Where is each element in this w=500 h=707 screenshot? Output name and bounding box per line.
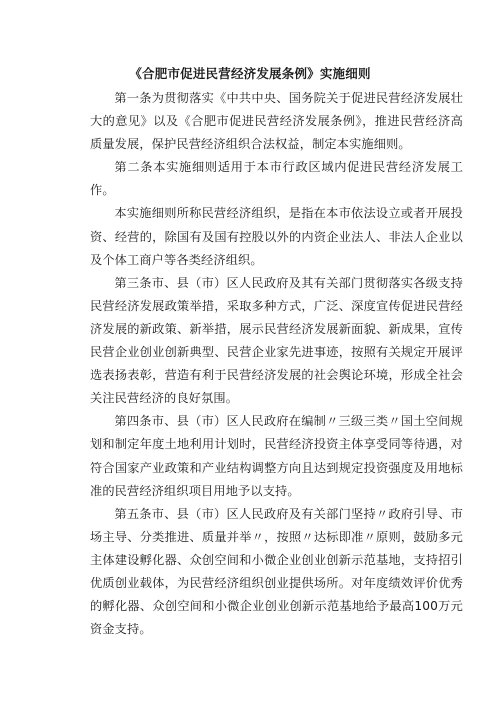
paragraph-article-4: 第四条市、县（市）区人民政府在编制〃三级三类〃国土空间规划和制定年度土地利用计划时，民营经济投资主体享受同等待遇，对符合国家产业政策和产业结构调整方向且达到规定投资强度及用地标准的民营经济组织项目用地予以支持。 [90, 414, 463, 498]
paragraph-article-5: 第五条市、县（市）区人民政府及有关部门坚持〃政府引导、市场主导、分类推进、质量并举〃，按照〃达标即准〃原则，鼓励多元主体建设孵化器、众创空间和小微企业创业创新示范基地，支持招引优质创业载体，为民营经济组织创业提供场所。对年度绩效评价优秀的孵化器、众创空间和小微企业创业创新示范基地给予最高100万元资金支持。 [90, 506, 463, 637]
paragraph-article-2: 第二条本实施细则适用于本市行政区域内促进民营经济发展工作。 [90, 160, 463, 198]
paragraph-definition: 本实施细则所称民营经济组织，是指在本市依法设立或者开展投资、经营的，除国有及国有控股以外的内资企业法人、非法人企业以及个体工商户等各类经济组织。 [90, 206, 463, 267]
document-title: 《合肥市促进民营经济发展条例》实施细则 [129, 66, 371, 81]
document-body [90, 87, 463, 641]
paragraph-article-3: 第三条市、县（市）区人民政府及其有关部门贯彻落实各级支持民营经济发展政策举措，采取多种方式，广泛、深度宣传促进民营经济发展的新政策、新举措，展示民营经济发展新面貌、新成果，宣传民营企业创业创新典型、民营企业家先进事迹，按照有关规定开展评选表扬表彰，营造有利于民营经济发展的社会舆论环境，形成全社会关注民营经济的良好氛围。 [90, 275, 463, 406]
paragraph-article-1: 第一条为贯彻落实《中共中央、国务院关于促进民营经济发展壮大的意见》以及《合肥市促进民营经济发展条例》，推进民营经济高质量发展，保护民营经济组织合法权益，制定本实施细则。 [90, 91, 463, 152]
